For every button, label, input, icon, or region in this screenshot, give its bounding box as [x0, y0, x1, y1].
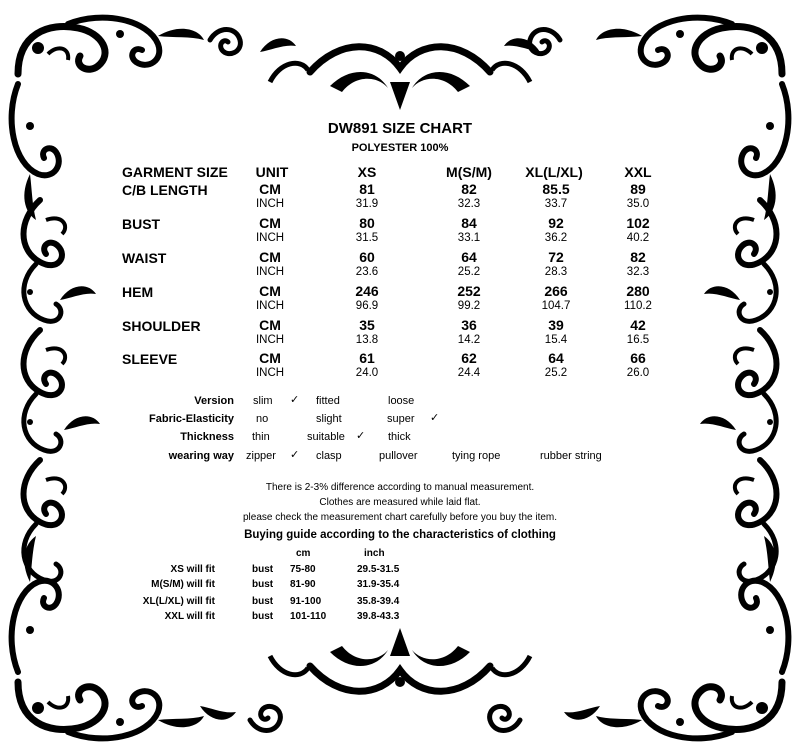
cm-value: 42 [630, 317, 646, 333]
attribute-option: slight [316, 413, 342, 425]
inch-value: 104.7 [541, 300, 571, 312]
size-header-xs: XS [357, 164, 377, 180]
garment-size-header: GARMENT SIZE [122, 164, 228, 180]
unit-header: UNIT [255, 164, 289, 180]
guide-inch: 35.8-39.4 [357, 596, 400, 607]
attribute-label: Version [194, 395, 234, 407]
inch-value: 14.2 [457, 334, 481, 346]
attribute-option: clasp [316, 450, 342, 462]
cm-value: 66 [630, 350, 646, 366]
guide-cm: 101-110 [290, 611, 327, 622]
cm-value: 39 [548, 317, 564, 333]
unit-inch: INCH [255, 334, 285, 346]
inch-value: 31.9 [355, 198, 379, 210]
attribute-option: slim [253, 395, 273, 407]
inch-value: 25.2 [457, 266, 481, 278]
attribute-option: no [256, 413, 269, 425]
cm-value: 84 [461, 215, 477, 231]
unit-cm: CM [259, 215, 281, 231]
measure-name: WAIST [122, 250, 167, 266]
cm-value: 62 [461, 350, 477, 366]
check-icon: ✓ [356, 430, 366, 442]
guide-header-inch: inch [364, 548, 385, 559]
guide-cm: 91-100 [290, 596, 322, 607]
inch-value: 15.4 [544, 334, 568, 346]
attribute-label: Thickness [180, 431, 234, 443]
inch-value: 26.0 [626, 367, 650, 379]
attribute-option: loose [388, 395, 415, 407]
unit-cm: CM [259, 350, 281, 366]
inch-value: 24.0 [355, 367, 379, 379]
inch-value: 33.7 [544, 198, 568, 210]
cm-value: 64 [548, 350, 564, 366]
cm-value: 89 [630, 181, 646, 197]
cm-value: 80 [359, 215, 375, 231]
unit-cm: CM [259, 283, 281, 299]
cm-value: 81 [359, 181, 375, 197]
cm-value: 246 [355, 283, 379, 299]
size-header-xl: XL(L/XL) [525, 164, 583, 180]
guide-cm: 75-80 [290, 564, 316, 575]
attribute-option: pullover [379, 450, 418, 462]
inch-value: 31.5 [355, 232, 379, 244]
inch-value: 33.1 [457, 232, 481, 244]
cm-value: 82 [461, 181, 477, 197]
guide-header-cm: cm [296, 548, 311, 559]
guide-cm: 81-90 [290, 579, 316, 590]
guide-part: bust [252, 579, 274, 590]
material-label: POLYESTER 100% [351, 142, 449, 154]
cm-value: 252 [457, 283, 481, 299]
cm-value: 36 [461, 317, 477, 333]
inch-value: 96.9 [355, 300, 379, 312]
inch-value: 28.3 [544, 266, 568, 278]
attribute-option: suitable [307, 431, 345, 443]
measure-name: SHOULDER [122, 318, 201, 334]
size-header-xxl: XXL [624, 164, 652, 180]
unit-inch: INCH [255, 367, 285, 379]
cm-value: 82 [630, 249, 646, 265]
attribute-label: Fabric-Elasticity [149, 413, 234, 425]
check-icon: ✓ [290, 449, 300, 461]
attribute-option: fitted [316, 395, 340, 407]
attribute-option: thick [388, 431, 411, 443]
inch-value: 13.8 [355, 334, 379, 346]
unit-inch: INCH [255, 232, 285, 244]
unit-cm: CM [259, 317, 281, 333]
note-line: There is 2-3% difference according to manual measurement. [265, 482, 535, 493]
cm-value: 61 [359, 350, 375, 366]
guide-inch: 39.8-43.3 [357, 611, 400, 622]
measure-name: C/B LENGTH [122, 182, 208, 198]
measure-name: SLEEVE [122, 351, 178, 367]
guide-part: bust [252, 611, 274, 622]
cm-value: 35 [359, 317, 375, 333]
cm-value: 72 [548, 249, 564, 265]
buying-guide-title: Buying guide according to the characteristics of clothing [244, 529, 556, 541]
measure-name: HEM [122, 284, 154, 300]
unit-inch: INCH [255, 266, 285, 278]
guide-fit: M(S/M) will fit [151, 579, 215, 590]
cm-value: 280 [626, 283, 650, 299]
inch-value: 32.3 [626, 266, 650, 278]
inch-value: 25.2 [544, 367, 568, 379]
cm-value: 266 [544, 283, 568, 299]
guide-inch: 31.9-35.4 [357, 579, 400, 590]
inch-value: 23.6 [355, 266, 379, 278]
guide-part: bust [252, 564, 274, 575]
unit-inch: INCH [255, 300, 285, 312]
note-line: Clothes are measured while laid flat. [319, 497, 481, 508]
inch-value: 36.2 [544, 232, 568, 244]
guide-fit: XXL will fit [164, 611, 215, 622]
guide-inch: 29.5-31.5 [357, 564, 400, 575]
check-icon: ✓ [430, 412, 440, 424]
inch-value: 40.2 [626, 232, 650, 244]
attribute-option: tying rope [452, 450, 501, 462]
unit-cm: CM [259, 181, 281, 197]
guide-fit: XL(L/XL) will fit [142, 596, 215, 607]
cm-value: 85.5 [542, 181, 570, 197]
measure-name: BUST [122, 216, 161, 232]
cm-value: 92 [548, 215, 564, 231]
inch-value: 35.0 [626, 198, 650, 210]
cm-value: 60 [359, 249, 375, 265]
attribute-option: zipper [246, 450, 276, 462]
cm-value: 102 [626, 215, 650, 231]
check-icon: ✓ [290, 394, 300, 406]
size-header-m: M(S/M) [446, 164, 492, 180]
note-line: please check the measurement chart carefully before you buy the item. [242, 512, 558, 523]
unit-inch: INCH [255, 198, 285, 210]
inch-value: 32.3 [457, 198, 481, 210]
attribute-option: super [387, 413, 415, 425]
unit-cm: CM [259, 249, 281, 265]
chart-title: DW891 SIZE CHART [327, 120, 473, 137]
inch-value: 24.4 [457, 367, 481, 379]
attribute-option: rubber string [540, 450, 602, 462]
cm-value: 64 [461, 249, 477, 265]
attribute-label: wearing way [168, 450, 234, 462]
inch-value: 16.5 [626, 334, 650, 346]
attribute-option: thin [252, 431, 270, 443]
guide-fit: XS will fit [170, 564, 215, 575]
guide-part: bust [252, 596, 274, 607]
inch-value: 110.2 [624, 300, 652, 312]
inch-value: 99.2 [457, 300, 481, 312]
